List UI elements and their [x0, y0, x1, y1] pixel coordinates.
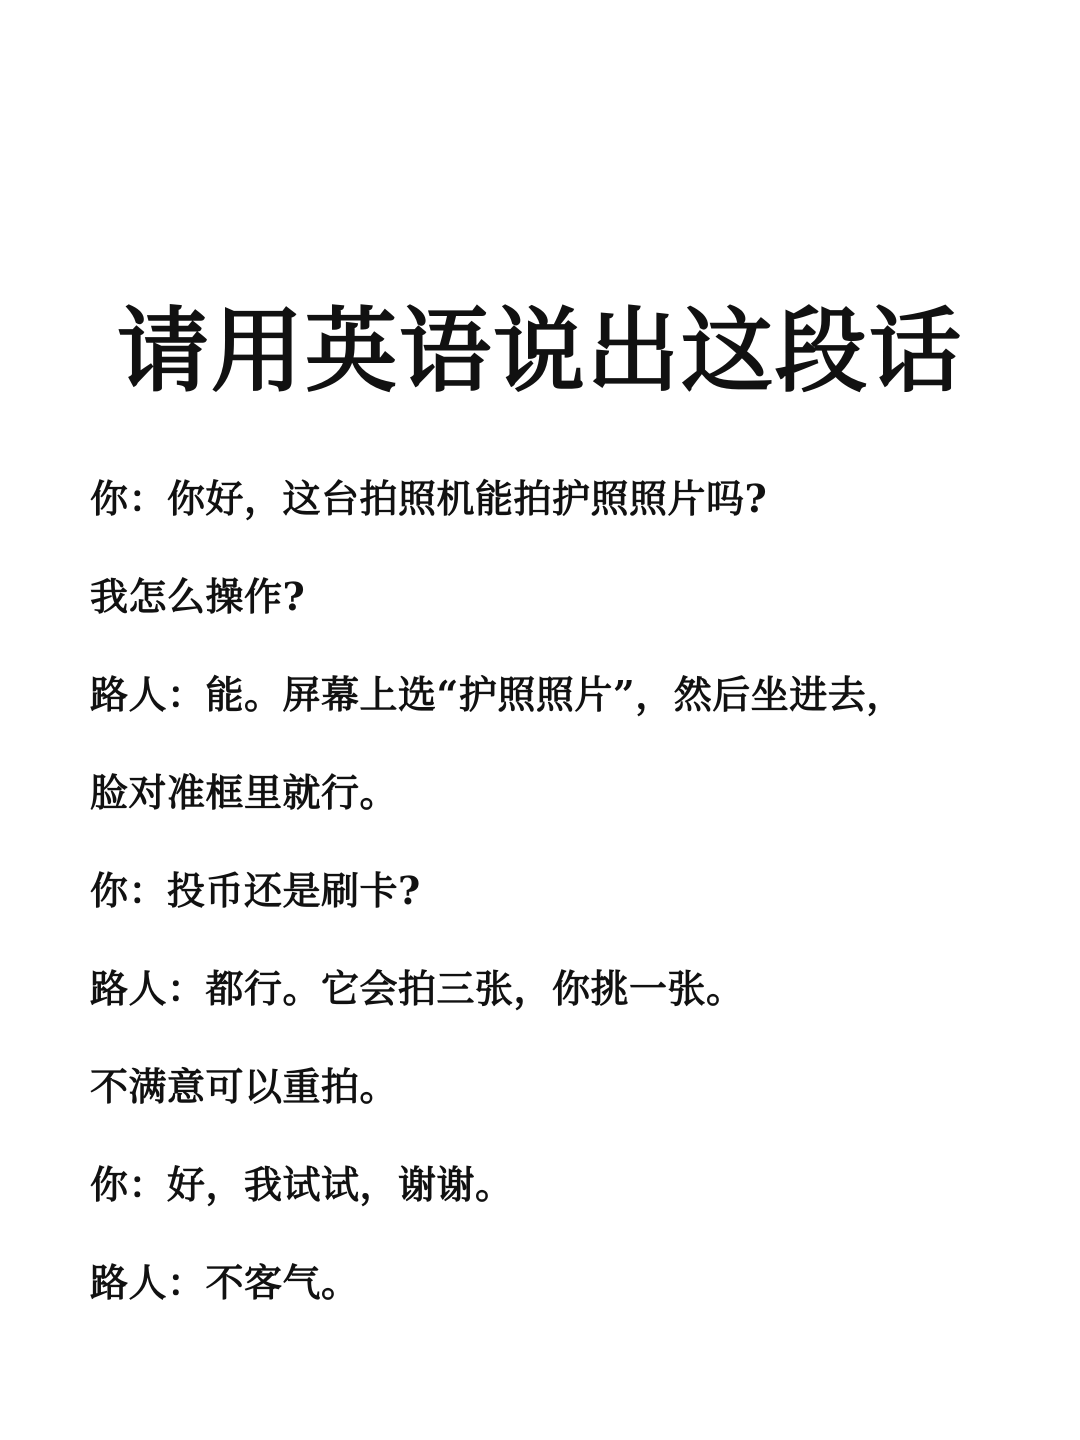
dialogue-line: 路人：不客气。	[90, 1259, 360, 1305]
dialogue-line: 我怎么操作?	[90, 573, 306, 619]
dialogue-list	[90, 446, 1050, 1328]
page-title: 请用英语说出这段话	[116, 297, 963, 405]
dialogue-line: 你：投币还是刷卡?	[90, 867, 421, 913]
dialogue-line: 路人：都行。它会拍三张，你挑一张。	[90, 965, 745, 1011]
dialogue-line: 你：好，我试试，谢谢。	[90, 1161, 514, 1207]
dialogue-line: 路人：能。屏幕上选“护照照片”，然后坐进去，	[90, 671, 905, 717]
dialogue-line: 脸对准框里就行。	[90, 769, 399, 815]
dialogue-line: 不满意可以重拍。	[90, 1063, 399, 1109]
dialogue-line: 你：你好，这台拍照机能拍护照照片吗?	[90, 475, 768, 521]
